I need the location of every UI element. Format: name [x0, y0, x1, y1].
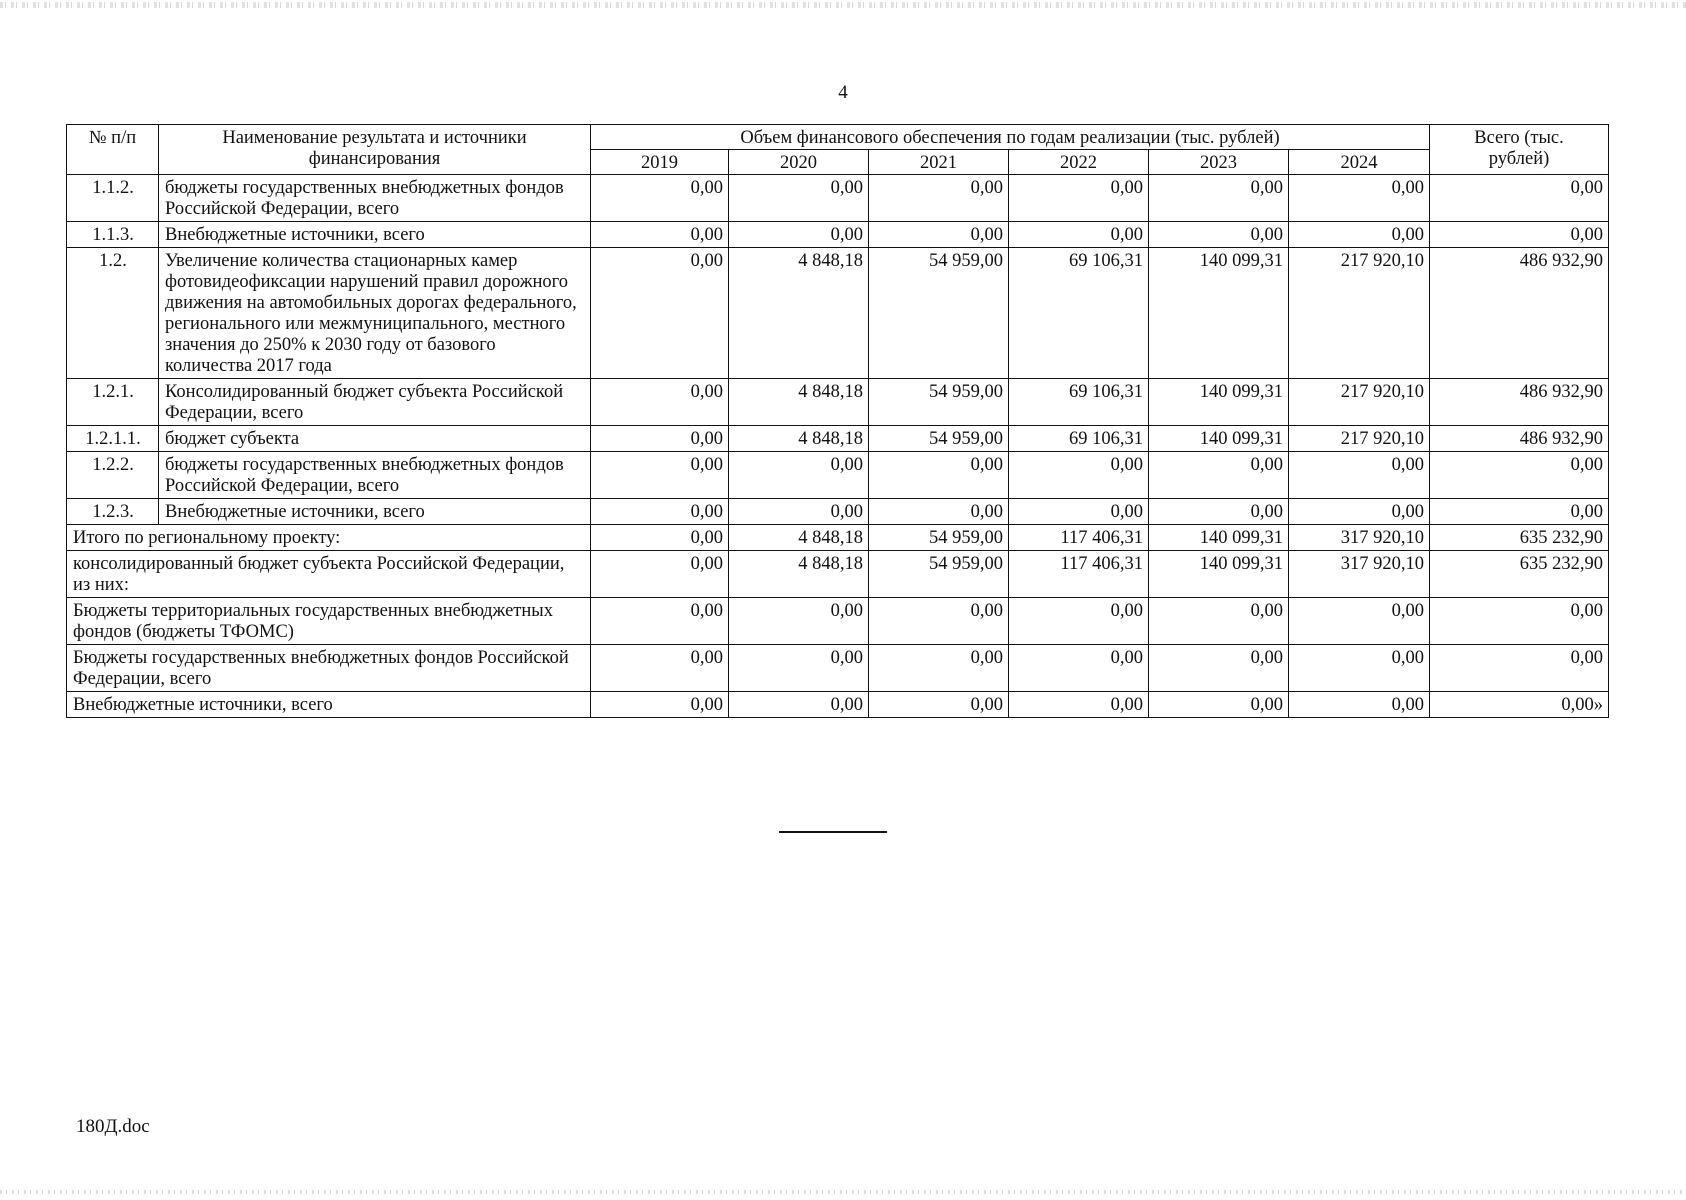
- page-number: 4: [838, 82, 848, 103]
- footer-divider: [779, 831, 887, 833]
- row-year-value: 140 099,31: [1149, 248, 1289, 379]
- header-num: № п/п: [67, 125, 159, 175]
- summary-year-value: 0,00: [1009, 692, 1149, 718]
- header-year: 2020: [729, 150, 869, 175]
- header-total: Всего (тыс. рублей): [1430, 125, 1609, 175]
- row-year-value: 0,00: [1009, 499, 1149, 525]
- summary-name: Итого по региональному проекту:: [67, 525, 591, 551]
- table-row: [67, 452, 1609, 499]
- summary-name: консолидированный бюджет субъекта Российской Федерации, из них:: [67, 551, 591, 598]
- table-row: [67, 222, 1609, 248]
- row-year-value: 54 959,00: [869, 248, 1009, 379]
- row-year-value: 0,00: [1289, 222, 1430, 248]
- scan-edge-bottom: [0, 1190, 1686, 1194]
- row-year-value: 0,00: [729, 499, 869, 525]
- summary-row: [67, 525, 1609, 551]
- table-row: [67, 379, 1609, 426]
- summary-name: Бюджеты территориальных государственных внебюджетных фондов (бюджеты ТФОМС): [67, 598, 591, 645]
- row-total-value: 0,00: [1430, 452, 1609, 499]
- row-year-value: 0,00: [729, 175, 869, 222]
- row-year-value: 0,00: [591, 452, 729, 499]
- row-year-value: 0,00: [729, 452, 869, 499]
- row-year-value: 0,00: [1289, 175, 1430, 222]
- row-year-value: 0,00: [869, 175, 1009, 222]
- summary-year-value: 140 099,31: [1149, 525, 1289, 551]
- summary-year-value: 4 848,18: [729, 525, 869, 551]
- row-year-value: 0,00: [1149, 499, 1289, 525]
- row-year-value: 0,00: [869, 222, 1009, 248]
- row-number: 1.1.3.: [67, 222, 159, 248]
- financing-table: [66, 124, 1609, 718]
- row-total-value: 486 932,90: [1430, 426, 1609, 452]
- summary-year-value: 0,00: [1289, 692, 1430, 718]
- summary-year-value: 0,00: [1009, 598, 1149, 645]
- summary-year-value: 117 406,31: [1009, 551, 1149, 598]
- summary-year-value: 0,00: [1009, 645, 1149, 692]
- row-year-value: 0,00: [591, 222, 729, 248]
- summary-row: [67, 551, 1609, 598]
- row-name: бюджеты государственных внебюджетных фондов Российской Федерации, всего: [159, 175, 591, 222]
- row-number: 1.2.3.: [67, 499, 159, 525]
- summary-year-value: 0,00: [729, 598, 869, 645]
- header-years-group: Объем финансового обеспечения по годам реализации (тыс. рублей): [591, 125, 1430, 150]
- summary-year-value: 0,00: [869, 645, 1009, 692]
- row-year-value: 4 848,18: [729, 426, 869, 452]
- row-total-value: 0,00: [1430, 175, 1609, 222]
- row-name: Внебюджетные источники, всего: [159, 499, 591, 525]
- row-total-value: 0,00: [1430, 222, 1609, 248]
- table-row: [67, 499, 1609, 525]
- table-row: [67, 426, 1609, 452]
- header-year: 2019: [591, 150, 729, 175]
- row-year-value: 0,00: [1289, 499, 1430, 525]
- summary-year-value: 0,00: [869, 598, 1009, 645]
- summary-year-value: 0,00: [869, 692, 1009, 718]
- summary-total-value: 0,00: [1430, 645, 1609, 692]
- row-year-value: 0,00: [1009, 175, 1149, 222]
- row-year-value: 140 099,31: [1149, 379, 1289, 426]
- footer-doc-name: 180Д.doc: [76, 1116, 150, 1137]
- summary-total-value: 0,00»: [1430, 692, 1609, 718]
- row-total-value: 486 932,90: [1430, 379, 1609, 426]
- summary-year-value: 0,00: [1289, 645, 1430, 692]
- row-year-value: 140 099,31: [1149, 426, 1289, 452]
- summary-year-value: 117 406,31: [1009, 525, 1149, 551]
- summary-year-value: 0,00: [591, 551, 729, 598]
- table-row: [67, 175, 1609, 222]
- summary-year-value: 317 920,10: [1289, 525, 1430, 551]
- row-year-value: 217 920,10: [1289, 379, 1430, 426]
- summary-year-value: 0,00: [1149, 598, 1289, 645]
- row-year-value: 0,00: [1149, 175, 1289, 222]
- row-year-value: 0,00: [1009, 222, 1149, 248]
- row-year-value: 0,00: [729, 222, 869, 248]
- row-year-value: 54 959,00: [869, 426, 1009, 452]
- row-year-value: 4 848,18: [729, 379, 869, 426]
- summary-year-value: 0,00: [1289, 598, 1430, 645]
- header-name: Наименование результата и источники финансирования: [159, 125, 591, 175]
- header-year: 2023: [1149, 150, 1289, 175]
- summary-year-value: 54 959,00: [869, 525, 1009, 551]
- summary-year-value: 0,00: [1149, 692, 1289, 718]
- row-year-value: 0,00: [591, 426, 729, 452]
- summary-total-value: 0,00: [1430, 598, 1609, 645]
- row-number: 1.2.1.: [67, 379, 159, 426]
- row-year-value: 217 920,10: [1289, 426, 1430, 452]
- table-row: [67, 248, 1609, 379]
- summary-year-value: 54 959,00: [869, 551, 1009, 598]
- row-name: бюджеты государственных внебюджетных фондов Российской Федерации, всего: [159, 452, 591, 499]
- row-year-value: 217 920,10: [1289, 248, 1430, 379]
- row-year-value: 0,00: [869, 452, 1009, 499]
- summary-year-value: 0,00: [591, 645, 729, 692]
- row-year-value: 4 848,18: [729, 248, 869, 379]
- row-total-value: 486 932,90: [1430, 248, 1609, 379]
- summary-year-value: 140 099,31: [1149, 551, 1289, 598]
- header-year: 2021: [869, 150, 1009, 175]
- row-year-value: 0,00: [591, 175, 729, 222]
- row-year-value: 69 106,31: [1009, 248, 1149, 379]
- header-year: 2024: [1289, 150, 1430, 175]
- row-year-value: 0,00: [1009, 452, 1149, 499]
- row-year-value: 69 106,31: [1009, 379, 1149, 426]
- table-header: [67, 125, 1609, 175]
- summary-name: Бюджеты государственных внебюджетных фондов Российской Федерации, всего: [67, 645, 591, 692]
- row-name: Консолидированный бюджет субъекта Российской Федерации, всего: [159, 379, 591, 426]
- summary-year-value: 0,00: [1149, 645, 1289, 692]
- scan-edge-top: [0, 2, 1686, 8]
- row-year-value: 69 106,31: [1009, 426, 1149, 452]
- row-number: 1.1.2.: [67, 175, 159, 222]
- row-name: Увеличение количества стационарных камер фотовидеофиксации нарушений правил дорожного движения на автомобильных дорогах федерального, регионального или межмуниципального, местного значения до 250% к 2030 году от базового количества 2017 года: [159, 248, 591, 379]
- row-year-value: 0,00: [1149, 222, 1289, 248]
- row-number: 1.2.1.1.: [67, 426, 159, 452]
- row-number: 1.2.2.: [67, 452, 159, 499]
- summary-year-value: 317 920,10: [1289, 551, 1430, 598]
- summary-total-value: 635 232,90: [1430, 551, 1609, 598]
- row-number: 1.2.: [67, 248, 159, 379]
- summary-year-value: 0,00: [729, 692, 869, 718]
- row-year-value: 54 959,00: [869, 379, 1009, 426]
- table-body: [67, 175, 1609, 718]
- summary-year-value: 0,00: [591, 598, 729, 645]
- header-row: [67, 125, 1609, 150]
- row-year-value: 0,00: [591, 499, 729, 525]
- summary-year-value: 0,00: [591, 692, 729, 718]
- summary-row: [67, 598, 1609, 645]
- summary-year-value: 4 848,18: [729, 551, 869, 598]
- header-year: 2022: [1009, 150, 1149, 175]
- row-year-value: 0,00: [1149, 452, 1289, 499]
- summary-year-value: 0,00: [729, 645, 869, 692]
- summary-year-value: 0,00: [591, 525, 729, 551]
- row-year-value: 0,00: [591, 248, 729, 379]
- row-name: Внебюджетные источники, всего: [159, 222, 591, 248]
- summary-row: [67, 692, 1609, 718]
- summary-total-value: 635 232,90: [1430, 525, 1609, 551]
- row-total-value: 0,00: [1430, 499, 1609, 525]
- row-year-value: 0,00: [1289, 452, 1430, 499]
- row-name: бюджет субъекта: [159, 426, 591, 452]
- row-year-value: 0,00: [591, 379, 729, 426]
- summary-row: [67, 645, 1609, 692]
- summary-name: Внебюджетные источники, всего: [67, 692, 591, 718]
- row-year-value: 0,00: [869, 499, 1009, 525]
